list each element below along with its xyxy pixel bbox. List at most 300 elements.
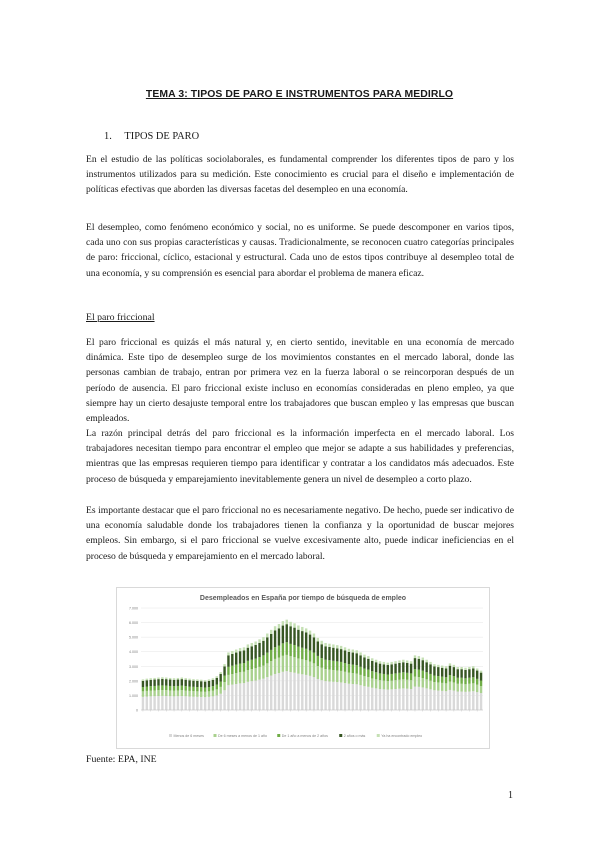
- bar-segment: [422, 678, 424, 687]
- bar-segment: [457, 669, 459, 678]
- bar-segment: [453, 691, 455, 710]
- bar-segment: [402, 672, 404, 679]
- bar-segment: [305, 675, 307, 710]
- bar-segment: [468, 678, 470, 684]
- bar-segment: [355, 650, 357, 653]
- bar-segment: [184, 678, 186, 680]
- legend-swatch: [214, 734, 217, 737]
- bar-segment: [231, 674, 233, 685]
- bar-segment: [352, 684, 354, 710]
- bar-segment: [301, 674, 303, 710]
- bar-segment: [464, 678, 466, 684]
- bar-segment: [282, 643, 284, 655]
- legend-swatch: [377, 734, 380, 737]
- bar-segment: [449, 663, 451, 665]
- bar-segment: [243, 650, 245, 663]
- bar-segment: [359, 655, 361, 667]
- bar-segment: [321, 680, 323, 710]
- bar-segment: [410, 680, 412, 689]
- bar-segment: [363, 657, 365, 668]
- bar-segment: [196, 691, 198, 697]
- bar-segment: [414, 687, 416, 711]
- bar-segment: [437, 691, 439, 710]
- y-tick-label: 0: [136, 708, 138, 713]
- bar-segment: [270, 661, 272, 675]
- section-number: 1.: [104, 131, 112, 142]
- bar-segment: [231, 654, 233, 666]
- bar-segment: [188, 697, 190, 710]
- bar-segment: [359, 675, 361, 685]
- bar-segment: [344, 672, 346, 683]
- bar-segment: [433, 666, 435, 675]
- bar-segment: [150, 686, 152, 690]
- bar-segment: [278, 658, 280, 673]
- bar-segment: [297, 647, 299, 659]
- bar-segment: [181, 686, 183, 691]
- bar-segment: [223, 676, 225, 682]
- bar-segment: [457, 678, 459, 684]
- bar-segment: [188, 691, 190, 697]
- bar-segment: [169, 678, 171, 680]
- bar-segment: [317, 638, 319, 642]
- bar-segment: [340, 662, 342, 671]
- bar-segment: [212, 686, 214, 690]
- bar-segment: [161, 685, 163, 690]
- frictional-paragraph-3: Es importante destacar que el paro friccional no es necesariamente negativo. De hecho, puede ser indicativo de una economía saludable donde los trabajadores tienen la confianza y la oportunidad de buscar mejores empleos. Sin embargo, si el paro friccional se vuelve excesivamente alto, puede indicar ineficiencias en el proceso de búsqueda y emparejamiento en el mercado laboral.: [86, 505, 514, 562]
- bar-segment: [262, 637, 264, 641]
- legend-label: 2 años o más: [343, 734, 366, 738]
- bar-segment: [348, 652, 350, 664]
- bar-segment: [157, 696, 159, 710]
- bar-segment: [390, 664, 392, 674]
- bar-segment: [309, 662, 311, 676]
- bar-segment: [274, 659, 276, 674]
- bar-segment: [188, 687, 190, 691]
- bar-segment: [216, 678, 218, 685]
- bar-segment: [301, 648, 303, 660]
- bar-segment: [227, 675, 229, 685]
- bar-segment: [219, 674, 221, 682]
- bar-segment: [196, 687, 198, 691]
- bar-segment: [460, 667, 462, 669]
- bar-segment: [367, 670, 369, 678]
- bar-segment: [309, 650, 311, 661]
- bar-segment: [192, 697, 194, 710]
- bar-segment: [235, 653, 237, 665]
- y-tick-label: 5.000: [129, 635, 138, 640]
- bar-segment: [453, 682, 455, 690]
- bar-segment: [387, 681, 389, 690]
- bar-segment: [390, 689, 392, 710]
- bar-segment: [437, 676, 439, 682]
- bar-segment: [460, 684, 462, 692]
- bar-segment: [406, 660, 408, 662]
- bar-segment: [476, 679, 478, 685]
- bar-segment: [200, 680, 202, 682]
- bar-segment: [379, 689, 381, 710]
- bar-segment: [328, 647, 330, 660]
- bar-segment: [204, 697, 206, 710]
- bar-segment: [402, 679, 404, 688]
- bar-segment: [359, 652, 361, 655]
- bar-segment: [348, 673, 350, 684]
- bar-segment: [324, 643, 326, 646]
- bar-segment: [383, 674, 385, 681]
- bar-segment: [449, 675, 451, 682]
- frictional-paragraph-1: El paro friccional es quizás el más natural y, en cierto sentido, inevitable en una economía de mercado dinámica. Este tipo de desempleo surge de los movimientos constantes en el mercado laboral, donde las personas cambian de trabajo, entran por primera vez en la fuerza laboral o se reincorporan después de un período de ausencia. El paro friccional existe incluso en economías consideradas en pleno empleo, ya que siempre hay un cierto desajuste temporal entre los trabajadores que buscan empleo y las empresas que buscan empleados.: [86, 337, 514, 425]
- bar-segment: [293, 673, 295, 710]
- bar-segment: [216, 695, 218, 710]
- bar-segment: [278, 673, 280, 710]
- bar-segment: [297, 630, 299, 647]
- bar-segment: [173, 691, 175, 697]
- bar-segment: [216, 689, 218, 695]
- bar-segment: [445, 683, 447, 691]
- bar-segment: [286, 642, 288, 655]
- bar-segment: [192, 687, 194, 691]
- bar-segment: [200, 687, 202, 691]
- bar-segment: [429, 689, 431, 710]
- bar-segment: [258, 643, 260, 657]
- bar-segment: [219, 672, 221, 674]
- bar-segment: [223, 682, 225, 690]
- bar-segment: [367, 677, 369, 687]
- bar-segment: [460, 669, 462, 678]
- bar-segment: [184, 686, 186, 690]
- bar-segment: [254, 668, 256, 680]
- bar-segment: [243, 663, 245, 672]
- bar-segment: [266, 637, 268, 652]
- bar-segment: [270, 676, 272, 710]
- source-note: Fuente: EPA, INE: [86, 754, 157, 765]
- bar-segment: [472, 683, 474, 691]
- bar-segment: [371, 678, 373, 687]
- bar-segment: [266, 653, 268, 664]
- bar-segment: [146, 691, 148, 697]
- bar-segment: [359, 685, 361, 710]
- bar-segment: [433, 690, 435, 710]
- bar-segment: [204, 682, 206, 688]
- bar-segment: [289, 622, 291, 626]
- bar-segment: [262, 641, 264, 656]
- bar-segment: [212, 696, 214, 710]
- bar-segment: [231, 651, 233, 654]
- subsection-title: El paro friccional: [86, 312, 155, 323]
- bar-segment: [301, 659, 303, 674]
- bar-segment: [270, 650, 272, 661]
- bar-segment: [153, 678, 155, 680]
- bar-segment: [169, 690, 171, 696]
- bar-segment: [262, 679, 264, 710]
- bar-segment: [196, 679, 198, 681]
- bar-segment: [367, 687, 369, 710]
- bar-segment: [348, 649, 350, 652]
- bar-segment: [321, 658, 323, 668]
- bar-segment: [324, 646, 326, 659]
- bar-segment: [181, 679, 183, 686]
- bar-segment: [216, 676, 218, 678]
- bar-segment: [274, 630, 276, 647]
- bar-segment: [387, 665, 389, 674]
- bar-segment: [453, 676, 455, 682]
- bar-segment: [317, 679, 319, 710]
- bar-segment: [402, 660, 404, 663]
- bar-segment: [305, 660, 307, 675]
- bar-segment: [336, 661, 338, 670]
- bar-segment: [293, 628, 295, 645]
- legend-label: Menos de 6 meses: [173, 734, 204, 738]
- bar-segment: [313, 653, 315, 664]
- bar-segment: [142, 679, 144, 681]
- bar-segment: [212, 680, 214, 686]
- bar-segment: [254, 659, 256, 669]
- y-tick-label: 3.000: [129, 664, 138, 669]
- bar-segment: [239, 648, 241, 651]
- bar-segment: [157, 686, 159, 691]
- bar-segment: [157, 679, 159, 686]
- bar-segment: [336, 648, 338, 661]
- bar-segment: [146, 679, 148, 681]
- bar-segment: [433, 664, 435, 666]
- bar-segment: [196, 697, 198, 710]
- bar-segment: [422, 660, 424, 670]
- bar-segment: [449, 682, 451, 690]
- section-heading: [104, 131, 199, 142]
- bar-segment: [414, 658, 416, 669]
- bar-segment: [286, 620, 288, 625]
- bar-segment: [184, 691, 186, 697]
- bar-segment: [363, 676, 365, 686]
- bar-segment: [258, 639, 260, 643]
- bar-segment: [371, 658, 373, 661]
- bar-segment: [441, 691, 443, 710]
- bar-segment: [332, 670, 334, 682]
- bar-segment: [239, 672, 241, 683]
- y-tick-label: 4.000: [129, 650, 138, 655]
- legend-label: Ya ha encontrado empleo: [381, 734, 423, 738]
- bar-segment: [425, 672, 427, 679]
- section-title: TIPOS DE PARO: [124, 131, 200, 142]
- bar-segment: [192, 681, 194, 687]
- bar-segment: [173, 686, 175, 690]
- bar-segment: [328, 681, 330, 710]
- bar-segment: [258, 680, 260, 710]
- bar-segment: [429, 662, 431, 664]
- bar-segment: [165, 678, 167, 680]
- bar-segment: [309, 631, 311, 635]
- bar-segment: [367, 656, 369, 659]
- bar-segment: [328, 660, 330, 669]
- bar-segment: [251, 643, 253, 646]
- bar-segment: [457, 667, 459, 669]
- bar-segment: [161, 679, 163, 686]
- bar-segment: [398, 663, 400, 673]
- bar-segment: [239, 683, 241, 710]
- bar-segment: [433, 682, 435, 690]
- bar-segment: [289, 672, 291, 710]
- bar-segment: [165, 686, 167, 691]
- bar-segment: [460, 692, 462, 710]
- bar-segment: [227, 667, 229, 675]
- bar-segment: [418, 656, 420, 659]
- bar-segment: [196, 681, 198, 687]
- bar-segment: [418, 677, 420, 687]
- bar-segment: [212, 678, 214, 680]
- bar-segment: [305, 632, 307, 648]
- bar-segment: [468, 692, 470, 710]
- bar-segment: [480, 671, 482, 673]
- bar-segment: [363, 655, 365, 658]
- bar-segment: [208, 681, 210, 687]
- bar-segment: [173, 696, 175, 710]
- bar-segment: [414, 655, 416, 658]
- bar-segment: [165, 679, 167, 686]
- bar-segment: [243, 683, 245, 710]
- bar-segment: [301, 631, 303, 648]
- page-number: 1: [508, 790, 513, 801]
- bar-segment: [184, 680, 186, 686]
- bar-segment: [243, 672, 245, 683]
- bar-segment: [464, 670, 466, 678]
- bar-segment: [251, 681, 253, 710]
- bar-segment: [371, 671, 373, 678]
- bar-segment: [437, 682, 439, 690]
- bar-segment: [383, 662, 385, 664]
- bar-segment: [235, 665, 237, 673]
- bar-segment: [301, 627, 303, 631]
- bar-segment: [476, 671, 478, 679]
- bar-segment: [177, 690, 179, 696]
- bar-segment: [437, 665, 439, 667]
- bar-segment: [324, 660, 326, 669]
- bar-segment: [363, 686, 365, 710]
- bar-segment: [165, 696, 167, 710]
- bar-segment: [274, 674, 276, 710]
- bar-segment: [231, 685, 233, 710]
- bar-segment: [293, 623, 295, 627]
- bar-segment: [219, 682, 221, 687]
- bar-segment: [476, 692, 478, 710]
- bar-segment: [464, 668, 466, 670]
- bar-segment: [270, 634, 272, 650]
- bar-segment: [208, 691, 210, 697]
- bar-segment: [433, 676, 435, 682]
- bar-segment: [258, 657, 260, 667]
- bar-segment: [321, 668, 323, 680]
- bar-segment: [410, 661, 412, 663]
- bar-segment: [445, 666, 447, 668]
- bar-segment: [181, 690, 183, 696]
- bar-segment: [142, 697, 144, 710]
- bar-segment: [355, 665, 357, 673]
- bar-segment: [286, 624, 288, 642]
- bar-segment: [321, 641, 323, 644]
- bar-segment: [200, 681, 202, 687]
- bar-segment: [235, 684, 237, 710]
- bar-segment: [231, 666, 233, 674]
- bar-segment: [150, 696, 152, 710]
- bar-segment: [204, 680, 206, 681]
- bar-segment: [177, 686, 179, 690]
- bar-segment: [173, 680, 175, 686]
- bar-segment: [235, 650, 237, 653]
- bar-segment: [173, 678, 175, 680]
- bar-segment: [208, 697, 210, 710]
- bar-segment: [282, 656, 284, 672]
- bar-segment: [251, 646, 253, 659]
- bar-segment: [406, 680, 408, 689]
- bar-segment: [153, 680, 155, 686]
- bar-segment: [352, 673, 354, 684]
- bar-segment: [324, 681, 326, 710]
- bar-segment: [313, 637, 315, 652]
- bar-segment: [383, 689, 385, 710]
- bar-segment: [406, 663, 408, 673]
- bar-segment: [239, 664, 241, 673]
- bar-segment: [363, 668, 365, 676]
- bar-segment: [352, 650, 354, 653]
- bar-segment: [227, 652, 229, 655]
- bar-segment: [223, 664, 225, 666]
- bar-segment: [262, 666, 264, 679]
- bar-segment: [402, 662, 404, 672]
- y-tick-label: 2.000: [129, 679, 138, 684]
- bar-segment: [441, 677, 443, 683]
- bar-segment: [177, 680, 179, 686]
- bar-segment: [348, 684, 350, 710]
- bar-segment: [313, 634, 315, 638]
- bar-segment: [352, 653, 354, 665]
- bar-segment: [445, 668, 447, 677]
- bar-segment: [390, 674, 392, 681]
- bar-segment: [340, 682, 342, 710]
- bar-segment: [212, 691, 214, 697]
- bar-segment: [188, 680, 190, 686]
- bar-segment: [425, 688, 427, 710]
- y-tick-label: 6.000: [129, 621, 138, 626]
- bar-segment: [375, 688, 377, 710]
- bar-segment: [453, 667, 455, 676]
- bar-segment: [227, 655, 229, 667]
- bar-segment: [142, 691, 144, 697]
- bar-segment: [286, 655, 288, 671]
- bar-segment: [425, 679, 427, 688]
- bar-segment: [390, 681, 392, 690]
- bar-segment: [480, 693, 482, 710]
- bar-segment: [383, 664, 385, 674]
- bar-segment: [286, 671, 288, 710]
- bar-segment: [332, 661, 334, 670]
- bar-segment: [208, 687, 210, 691]
- bar-segment: [414, 677, 416, 687]
- bar-segment: [480, 680, 482, 686]
- bar-segment: [192, 679, 194, 681]
- bar-segment: [317, 666, 319, 679]
- bar-segment: [216, 685, 218, 690]
- bar-segment: [157, 690, 159, 696]
- bar-segment: [219, 687, 221, 694]
- bar-segment: [274, 626, 276, 630]
- bar-segment: [254, 642, 256, 645]
- bar-segment: [266, 634, 268, 638]
- bar-segment: [402, 688, 404, 710]
- bar-segment: [394, 661, 396, 663]
- bar-segment: [340, 649, 342, 662]
- bar-segment: [472, 668, 474, 677]
- bar-segment: [344, 683, 346, 710]
- bar-segment: [336, 670, 338, 682]
- bar-segment: [336, 645, 338, 648]
